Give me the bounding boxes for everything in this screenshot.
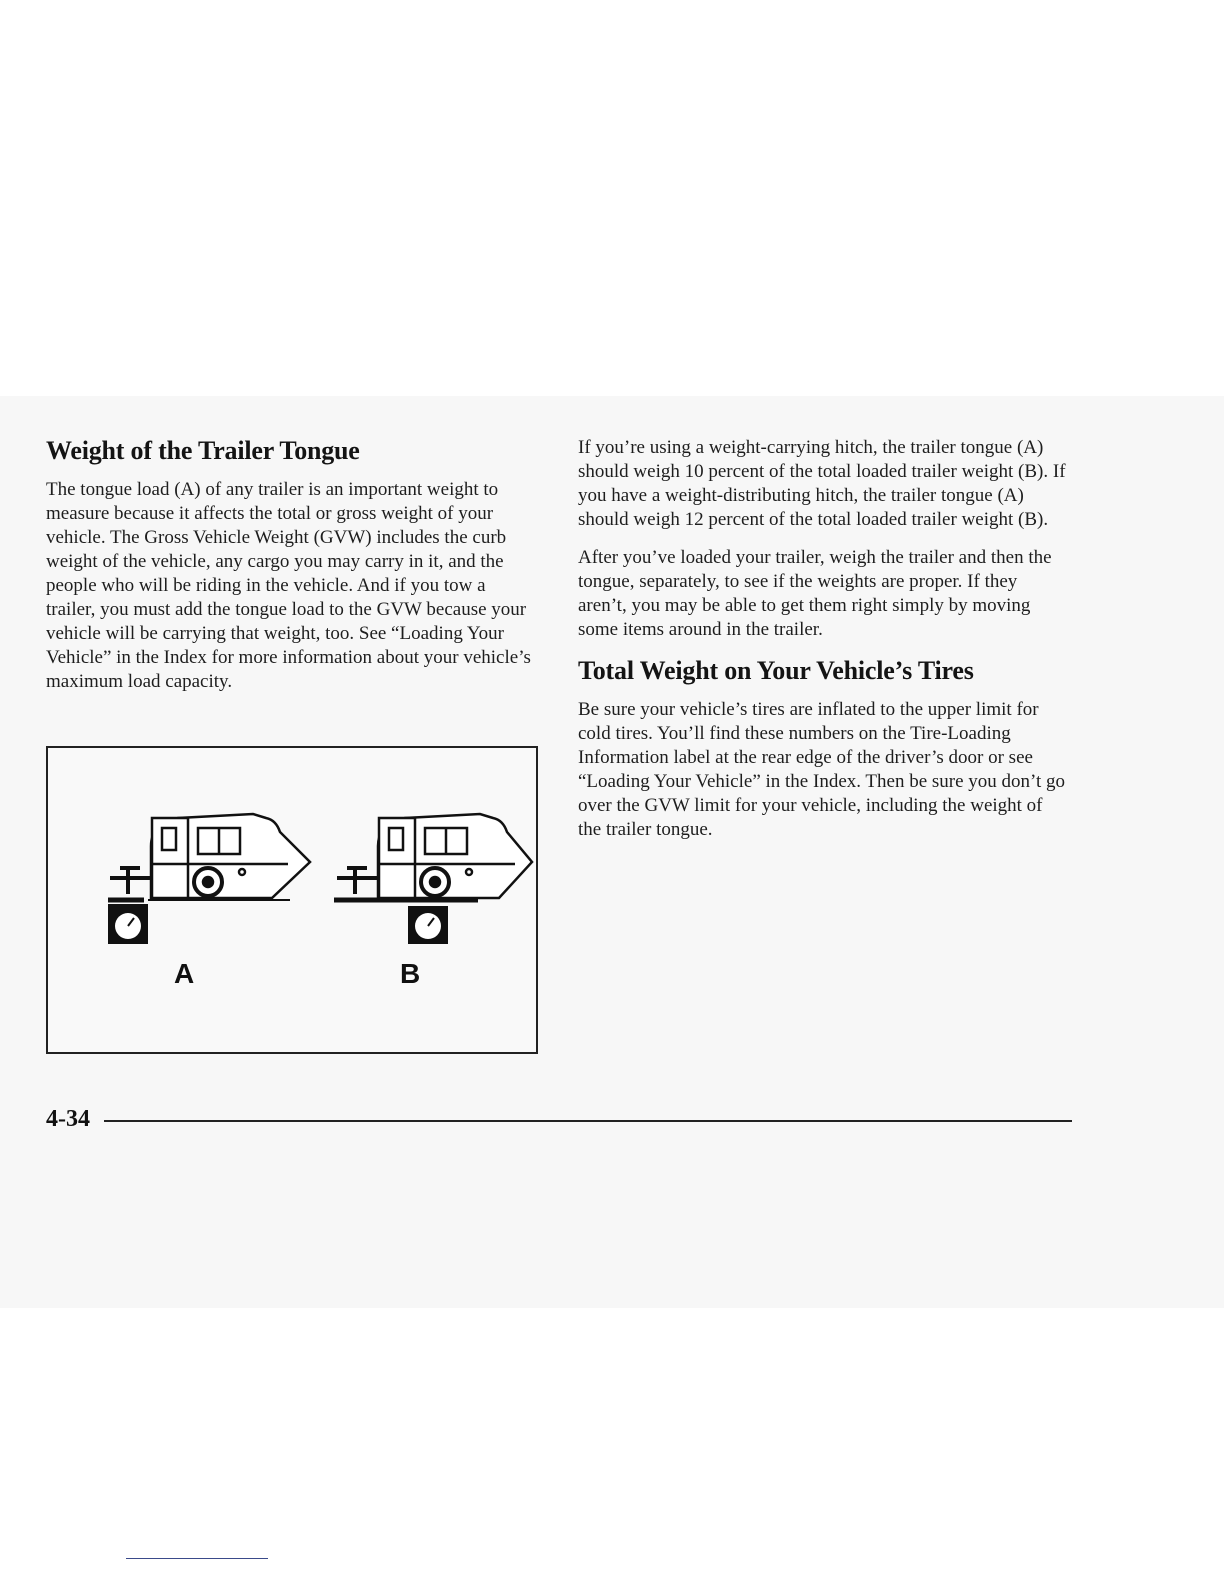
scale-b-icon (408, 906, 448, 944)
figure-label-b: B (400, 958, 421, 989)
hitch-percent-paragraph: If you’re using a weight-carrying hitch, the trailer tongue (A) should weigh 10 percent of the total loaded trailer weight (B). If you have a weight-distributing hitch, the trailer tongue (A) should weigh 12 percent of the total loaded trailer weight (B). (578, 437, 1066, 530)
bottom-underline (126, 1558, 268, 1559)
left-column (46, 436, 536, 708)
trailer-a-drawing (108, 814, 310, 900)
section-heading-total-weight: Total Weight on Your Vehicle’s Tires (578, 656, 974, 685)
trailer-b-drawing (334, 814, 532, 900)
figure-label-a: A (174, 958, 195, 989)
section-heading-trailer-tongue: Weight of the Trailer Tongue (46, 436, 360, 465)
scale-a-icon (108, 904, 148, 944)
footer-rule (104, 1120, 1072, 1122)
trailer-scale-illustration (46, 746, 538, 1054)
weigh-trailer-paragraph: After you’ve loaded your trailer, weigh the trailer and then the tongue, separately, to see if the weights are proper. If they aren’t, you may be able to get them right simply by moving some items around in the trailer. (578, 547, 1052, 640)
trailer-diagram (48, 748, 536, 1052)
page-number: 4-34 (46, 1106, 90, 1132)
tongue-load-paragraph: The tongue load (A) of any trailer is an important weight to measure because it affects the total or gross weight of your vehicle. The Gross Vehicle Weight (GVW) includes the curb weight of the vehicle, any cargo you may carry in it, and the people who will be riding in the vehicle. And if you tow a trailer, you must add the tongue load to the GVW because your vehicle will be carrying that weight, too. See “Loading Your Vehicle” in the Index for more information about your vehicle’s maximum load capacity. (46, 479, 531, 692)
right-column (578, 436, 1068, 856)
tire-inflation-paragraph: Be sure your vehicle’s tires are inflated to the upper limit for cold tires. You’ll find these numbers on the Tire-Loading Information label at the rear edge of the driver’s door or see “Loading Your Vehicle” in the Index. Then be sure you don’t go over the GVW limit for your vehicle, including the weight of the trailer tongue. (578, 699, 1066, 840)
